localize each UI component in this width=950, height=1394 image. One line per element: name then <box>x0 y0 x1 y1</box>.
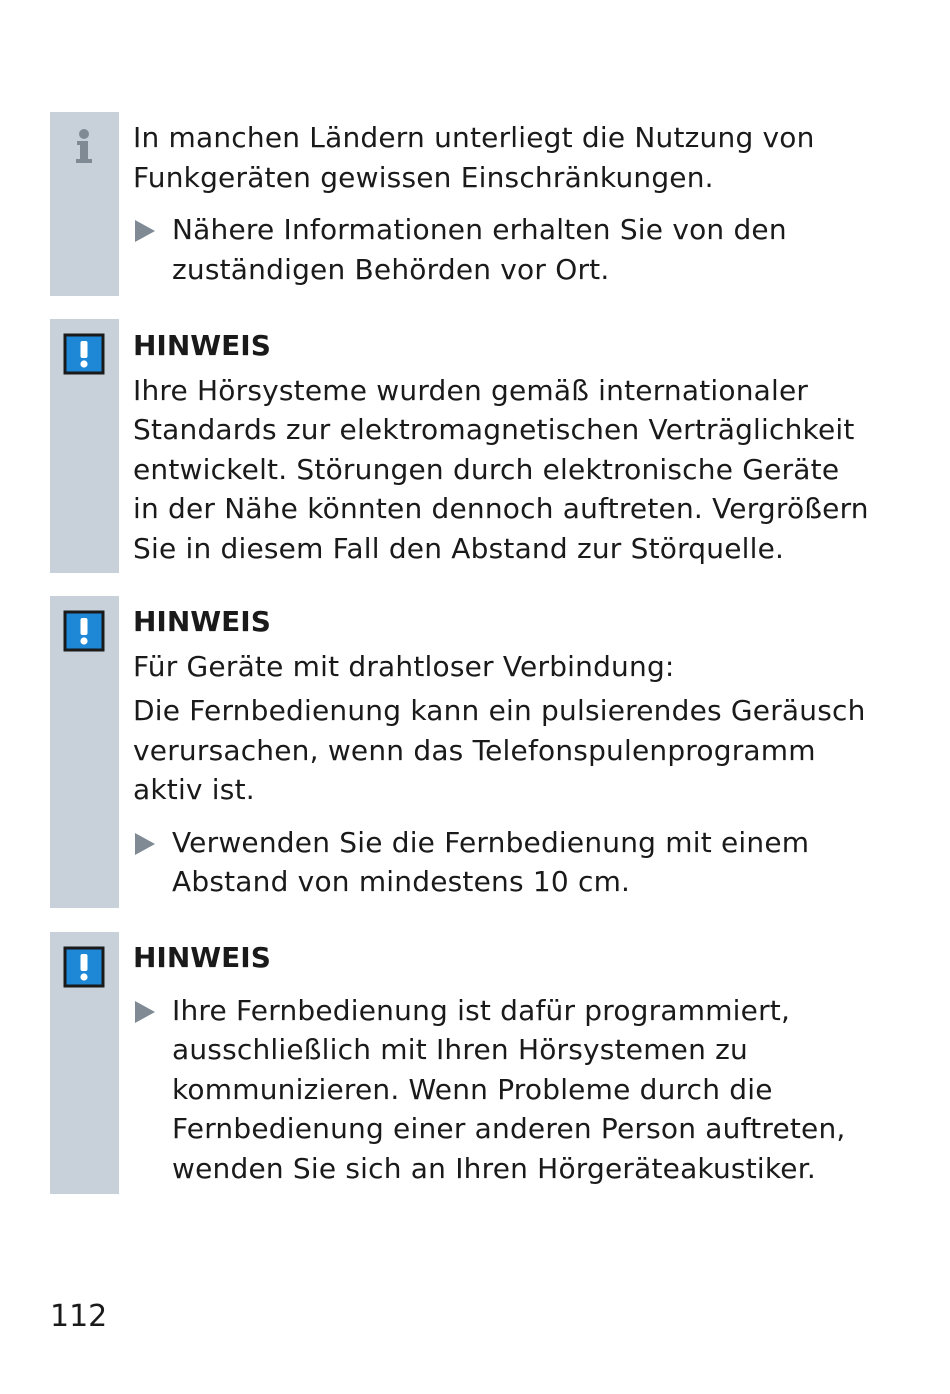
notice-sidebar <box>50 596 119 908</box>
notice-text-1: Für Geräte mit drahtloser Verbindung: <box>133 649 675 683</box>
exclamation-icon <box>63 333 105 375</box>
notice-body <box>133 326 870 568</box>
info-note-bullet-text: Nähere Informationen erhalten Sie von den zuständigen Behörden vor Ort. <box>172 213 787 286</box>
notice-wireless <box>50 596 870 908</box>
notice-bullet <box>133 991 870 1189</box>
notice-text-2: Die Fernbedienung kann ein pulsierendes Geräusch verursachen, wenn das Telefonspulenprogramm aktiv ist. <box>133 694 866 806</box>
exclamation-icon <box>63 946 105 988</box>
notice-title: HINWEIS <box>133 941 271 974</box>
bullet-arrow-icon <box>135 1001 155 1023</box>
notice-electromagnetic <box>50 319 870 573</box>
notice-body <box>133 938 870 1188</box>
notice-body <box>133 602 870 902</box>
info-note <box>50 112 870 296</box>
info-note-text: In manchen Ländern unterliegt die Nutzung von Funkgeräten gewissen Einschränkungen. <box>133 121 815 194</box>
notice-bullet-text: Verwenden Sie die Fernbedienung mit einem Abstand von mindestens 10 cm. <box>172 825 810 898</box>
info-note-body <box>133 118 870 289</box>
notice-bullet <box>133 823 870 902</box>
info-note-bullet <box>133 210 870 289</box>
notice-text: Ihre Hörsysteme wurden gemäß internationaler Standards zur elektromagnetischen Verträglichkeit entwickelt. Störungen durch elektronische Geräte in der Nähe könnten dennoch auftreten. Vergrößern Sie in diesem Fall den Abstand zur Störquelle. <box>133 373 869 565</box>
page-number: 112 <box>50 1299 108 1334</box>
notice-title: HINWEIS <box>133 329 271 362</box>
notice-sidebar <box>50 319 119 573</box>
notice-title: HINWEIS <box>133 605 271 638</box>
notice-remote-control <box>50 932 870 1194</box>
exclamation-icon <box>63 610 105 652</box>
info-note-sidebar <box>50 112 119 296</box>
bullet-arrow-icon <box>135 833 155 855</box>
bullet-arrow-icon <box>135 220 155 242</box>
info-icon <box>63 126 105 168</box>
notice-sidebar <box>50 932 119 1194</box>
notice-bullet-text: Ihre Fernbedienung ist dafür programmiert, ausschließlich mit Ihren Hörsystemen zu kommunizieren. Wenn Probleme durch die Fernbedienung einer anderen Person auftreten, wenden Sie sich an Ihren Hörgeräteakustiker. <box>172 993 846 1185</box>
